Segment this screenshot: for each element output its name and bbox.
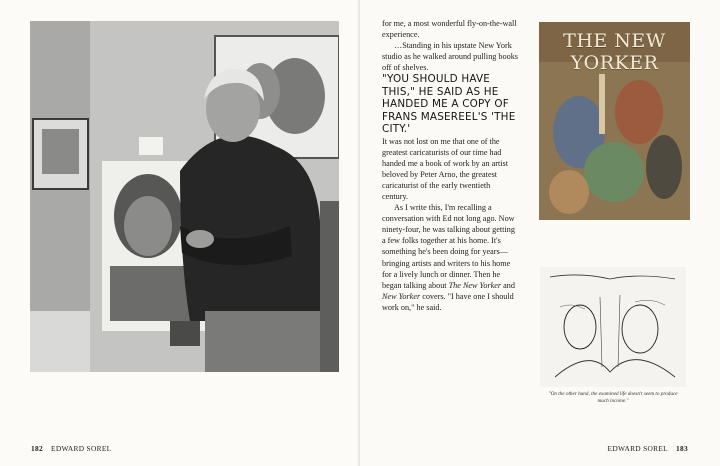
paragraph-4-end: covers. "I have one I should work on," he said. <box>382 291 514 312</box>
artist-portrait-photo <box>30 21 339 372</box>
pull-quote: "YOU SHOULD HAVE THIS," HE SAID AS HE HANDED ME A COPY OF FRANS MASEREEL'S 'THE CITY.' <box>382 73 516 136</box>
body-text-column <box>382 18 518 313</box>
paragraph-1: for me, a most wonderful fly-on-the-wall experience. <box>382 19 517 40</box>
portrait-illustration <box>30 21 339 372</box>
right-running-head: EDWARD SOREL <box>607 444 668 453</box>
new-yorker-cover-image <box>539 22 690 220</box>
paragraph-4-and: and <box>503 280 515 290</box>
magazine-title-2: New Yorker <box>382 291 421 301</box>
paragraph-2: …Standing in his upstate New York studio as he walked around pulling books off of shelves. <box>382 41 518 73</box>
cartoon-drawing <box>540 267 686 387</box>
cover-masthead: THE NEW YORKER <box>563 30 666 74</box>
sorel-cartoon-image <box>540 267 686 387</box>
paragraph-3: It was not lost on me that one of the greatest caricaturists of our time had handed me a book of work by an artist beloved by Peter Arno, the greatest caricaturist of the early twentieth century. <box>382 136 508 201</box>
right-page-number: 183 <box>676 444 688 453</box>
right-folio <box>608 444 688 453</box>
magazine-title-1: The New Yorker <box>448 280 502 290</box>
left-folio <box>31 444 111 453</box>
cartoon-caption: "On the other hand, the examined life doesn't seem to produce much income." <box>548 391 678 404</box>
paragraph-4 <box>382 202 518 313</box>
paragraph-4-text: As I write this, I'm recalling a conversation with Ed not long ago. Now ninety-four, he was talking about getting a few folks together at his home. It's something he's been doing for years—bringing artists and writers to his home for a lively lunch or dinner. Then he began talking about <box>382 203 515 290</box>
left-running-head: EDWARD SOREL <box>51 444 112 453</box>
left-page-number: 182 <box>31 444 43 453</box>
